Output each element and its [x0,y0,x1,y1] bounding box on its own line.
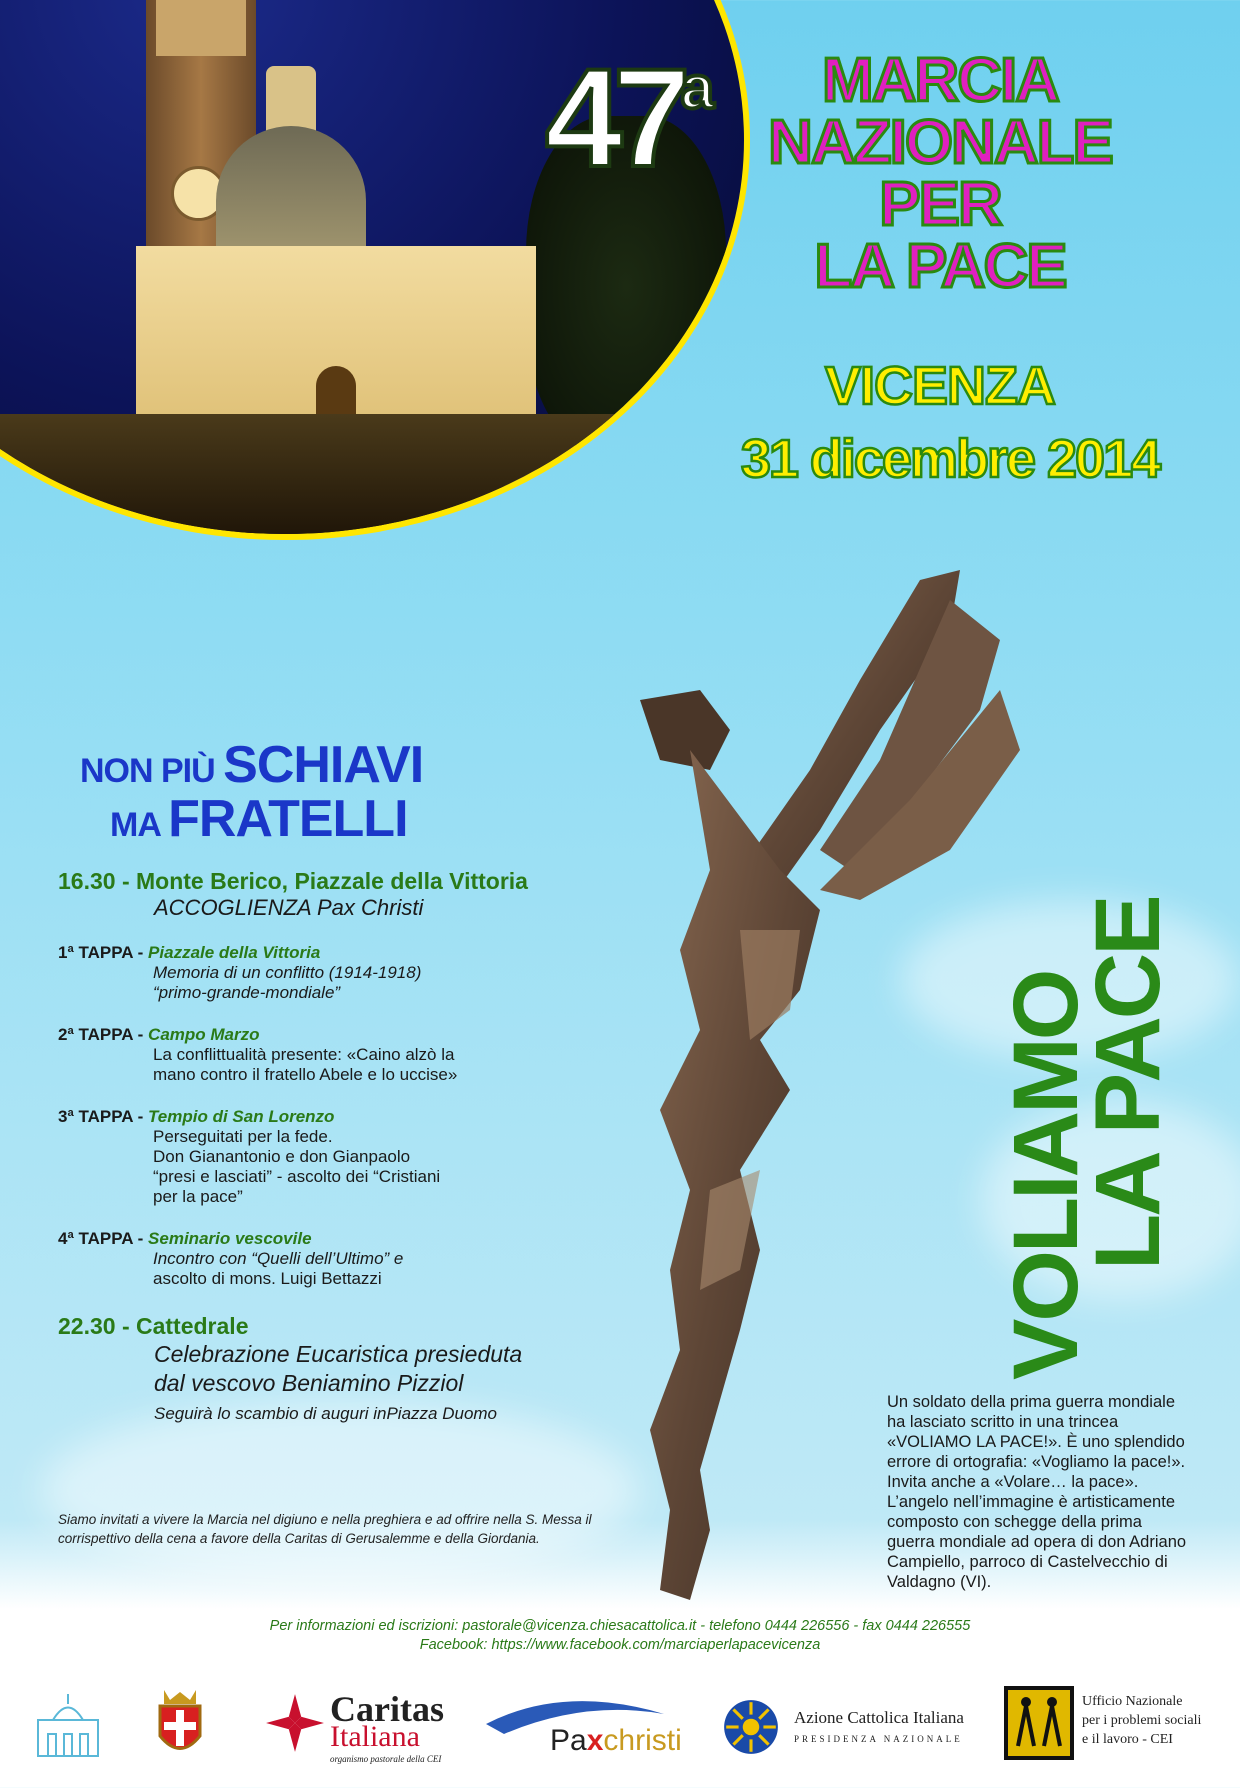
contact-info [0,1618,1240,1653]
tappa-4: 4ª TAPPA - Seminario vescovile Incontro con “Quelli dell’Ultimo” e ascolto di mons. Luigi Bettazzi [58,1229,404,1288]
sponsor-logos [0,1680,1240,1780]
contact-email-phone: Per informazioni ed iscrizioni: pastorale@vicenza.chiesacattolica.it - telefono 0444 226556 - fax 0444 226555 [269,1618,971,1634]
tappa-1: 1ª TAPPA - Piazzale della Vittoria Memoria di un conflitto (1914-1918) “primo-grande-mondiale” [58,943,422,1002]
edition-number: 47$^a$ [545,39,715,196]
voliamo-la-pace-vertical: VOLIAMO LA PACE [995,897,1179,1380]
slogan: NON PIÙ SCHIAVI MA FRATELLI [80,736,424,848]
final-event: 22.30 - Cattedrale Celebrazione Eucaristica presieduta dal vescovo Beniamino Pizziol Seguirà lo scambio di auguri inPiazza Duomo [58,1313,523,1423]
event-date: 31 dicembre 2014 [740,429,1160,489]
azione-cattolica-sun-icon [720,1696,782,1758]
caritas-cross-icon [264,1692,326,1754]
fasting-note: Siamo invitati a vivere la Marcia nel digiuno e nella preghiera e ad offrire nella S. Messa il corrispettivo della cena a favore della Caritas di Gerusalemme e della Giordania. [58,1512,592,1546]
vicenza-coat-of-arms [150,1686,210,1766]
caritas-logo: Caritas Italiana organismo pastorale della CEI [264,1692,464,1782]
facebook-link[interactable]: Facebook: https://www.facebook.com/marciaperlapacevicenza [419,1637,821,1653]
start-subtitle: ACCOGLIENZA Pax Christi [154,895,424,920]
event-city: VICENZA [824,356,1055,416]
explanation-text: Un soldato della prima guerra mondiale ha lasciato scritto in una trincea «VOLIAMO LA PACE!». È uno splendido errore di ortografia: «Vogliamo la pace!». Invita anche a «Volare… la pace». L’angelo nell’immagine è artisticamente composto con schegge della prima guerra mondiale ad opera di don Adriano Campiello, parroco di Castelvecchio di Valdagno (VI). [887,1393,1187,1591]
start-heading: 16.30 - Monte Berico, Piazzale della Vittoria [58,868,528,894]
azione-cattolica-logo: Azione Cattolica Italiana PRESIDENZA NAZIONALE [720,1696,980,1786]
program-schedule [58,868,678,1424]
tappa-2: 2ª TAPPA - Campo Marzo La conflittualità presente: «Caino alzò la mano contro il fratello Abele e lo uccise» [58,1025,458,1084]
pax-christi-logo: Paxchristi [484,1694,694,1784]
ufficio-nazionale-cei-logo: Ufficio Nazionale per i problemi sociali e il lavoro - CEI [1004,1686,1234,1776]
ufficio-emblem-icon [1004,1686,1074,1760]
event-title: MARCIA NAZIONALE PER LA PACE [768,46,1112,301]
cloud [40,1400,640,1580]
basilica-outline-logo [28,1690,108,1760]
tappa-3: 3ª TAPPA - Tempio di San Lorenzo Perseguitati per la fede. Don Gianantonio e don Gianpaolo “presi e lasciati” - ascolto dei “Cristiani per la pace” [58,1107,441,1206]
